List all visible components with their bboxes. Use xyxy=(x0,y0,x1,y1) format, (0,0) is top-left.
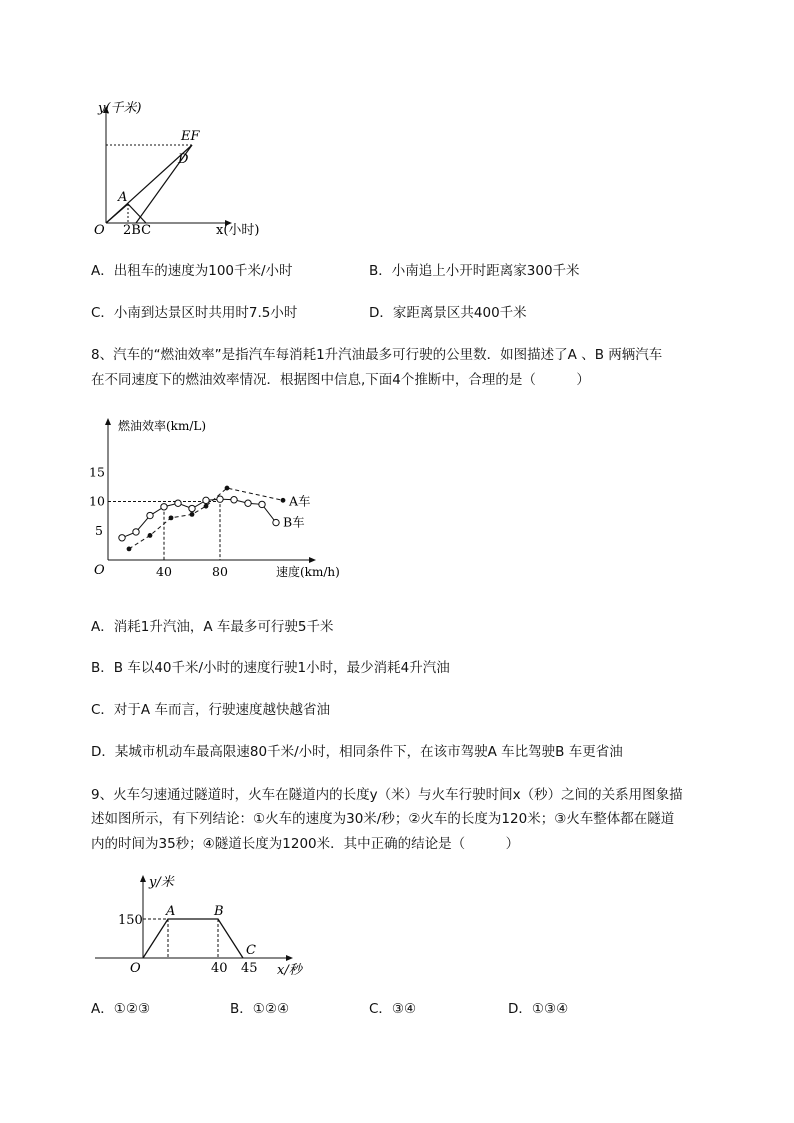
q8-point-B-2 xyxy=(169,515,174,520)
q7-x-ticks: 2BC xyxy=(123,223,152,238)
q8-point-A-3 xyxy=(161,504,167,510)
q8-point-A-8 xyxy=(231,497,237,503)
q9-origin: O xyxy=(130,961,141,976)
q9-y-label: y/米 xyxy=(149,875,174,890)
q8-fuel-efficiency-chart xyxy=(90,412,350,587)
q8-point-A-1 xyxy=(133,529,139,535)
q8-series-label-B: B车 xyxy=(283,514,305,530)
q8-option-b: B．B 车以40千米/小时的速度行驶1小时，最少消耗4升汽油 xyxy=(91,660,450,676)
q7-option-c: C．小南到达景区时共用时7.5小时 xyxy=(91,305,298,321)
q9-x-tick-45: 45 xyxy=(241,961,258,976)
q9-option-b: B．①②④ xyxy=(230,1001,290,1017)
q9-y-arrow xyxy=(140,875,146,882)
q8-x-arrow xyxy=(309,557,316,563)
q9-x-arrow xyxy=(286,955,293,961)
q8-point-A-7 xyxy=(217,496,223,502)
q8-point-B-4 xyxy=(204,504,209,509)
q7-option-d: D．家距离景区共400千米 xyxy=(369,305,527,321)
q8-point-B-5 xyxy=(225,486,230,491)
q8-point-A-5 xyxy=(189,505,195,511)
q8-stem-line2: 在不同速度下的燃油效率情况．根据图中信息,下面4个推断中，合理的是（ ） xyxy=(91,372,590,388)
q8-series-line-A xyxy=(122,499,276,538)
q8-point-A-9 xyxy=(245,500,251,506)
q8-option-c: C．对于A 车而言，行驶速度越快越省油 xyxy=(91,702,330,718)
q8-point-A-11 xyxy=(273,519,279,525)
q8-y-tick-10: 10 xyxy=(89,493,105,509)
q9-y-tick-150: 150 xyxy=(118,913,143,928)
q8-point-B-3 xyxy=(190,512,195,517)
q8-point-A-2 xyxy=(147,512,153,518)
q8-option-d: D．某城市机动车最高限速80千米/小时，相同条件下，在该市驾驶A 车比驾驶B 车更省油 xyxy=(91,744,623,760)
q9-option-d: D．①③④ xyxy=(508,1001,569,1017)
q7-line-OAC xyxy=(106,204,146,223)
q8-point-B-0 xyxy=(127,546,132,551)
q9-stem-line3: 内的时间为35秒；④隧道长度为1200米．其中正确的结论是（ ） xyxy=(91,836,520,852)
q8-point-A-10 xyxy=(259,501,265,507)
q9-point-C: C xyxy=(246,943,256,958)
q8-x-tick-40: 40 xyxy=(156,564,172,579)
q9-x-label: x/秒 xyxy=(277,963,302,978)
q8-y-tick-15: 15 xyxy=(89,464,105,480)
q7-point-D: D xyxy=(178,152,189,167)
q9-stem-line2: 述如图所示，有下列结论：①火车的速度为30米/秒；②火车的长度为120米；③火车整体都在隧道 xyxy=(91,811,675,827)
q9-point-B: B xyxy=(214,904,224,919)
q7-origin: O xyxy=(94,223,105,238)
q8-x-axis-label: 速度(km/h) xyxy=(276,565,340,579)
q9-option-c: C．③④ xyxy=(369,1001,417,1017)
q9-stem-line1: 9、火车匀速通过隧道时，火车在隧道内的长度y（米）与火车行驶时间x（秒）之间的关系用图象描 xyxy=(91,787,683,803)
q8-point-A-0 xyxy=(119,535,125,541)
q8-point-B-1 xyxy=(148,533,153,538)
q8-point-A-6 xyxy=(203,497,209,503)
q9-polyline-OABC xyxy=(143,919,243,958)
q9-option-a: A．①②③ xyxy=(91,1001,151,1017)
q8-option-a: A．消耗1升汽油，A 车最多可行驶5千米 xyxy=(91,619,334,635)
q8-point-A-4 xyxy=(175,500,181,506)
q7-graph xyxy=(90,98,290,248)
q8-series-label-A: A车 xyxy=(289,493,311,509)
q8-point-B-6 xyxy=(281,498,286,503)
q7-point-A: A xyxy=(118,190,128,205)
q8-origin: O xyxy=(94,563,105,578)
q7-y-label: y(千米) xyxy=(98,101,142,116)
q8-y-arrow xyxy=(105,418,111,425)
q7-x-label: x(小时) xyxy=(216,223,260,238)
q9-x-tick-40: 40 xyxy=(211,961,228,976)
q9-graph xyxy=(90,870,320,980)
q9-point-A: A xyxy=(166,904,176,919)
q7-option-a: A．出租车的速度为100千米/小时 xyxy=(91,263,293,279)
q8-x-tick-80: 80 xyxy=(212,564,228,579)
q7-point-EF: EF xyxy=(181,129,200,144)
q7-option-b: B．小南追上小开时距离家300千米 xyxy=(369,263,580,279)
q8-y-tick-5: 5 xyxy=(95,522,103,538)
q8-stem-line1: 8、汽车的“燃油效率”是指汽车每消耗1升汽油最多可行驶的公里数．如图描述了A 、B 两辆汽车 xyxy=(91,347,663,363)
q8-y-axis-label: 燃油效率(km/L) xyxy=(118,419,207,433)
